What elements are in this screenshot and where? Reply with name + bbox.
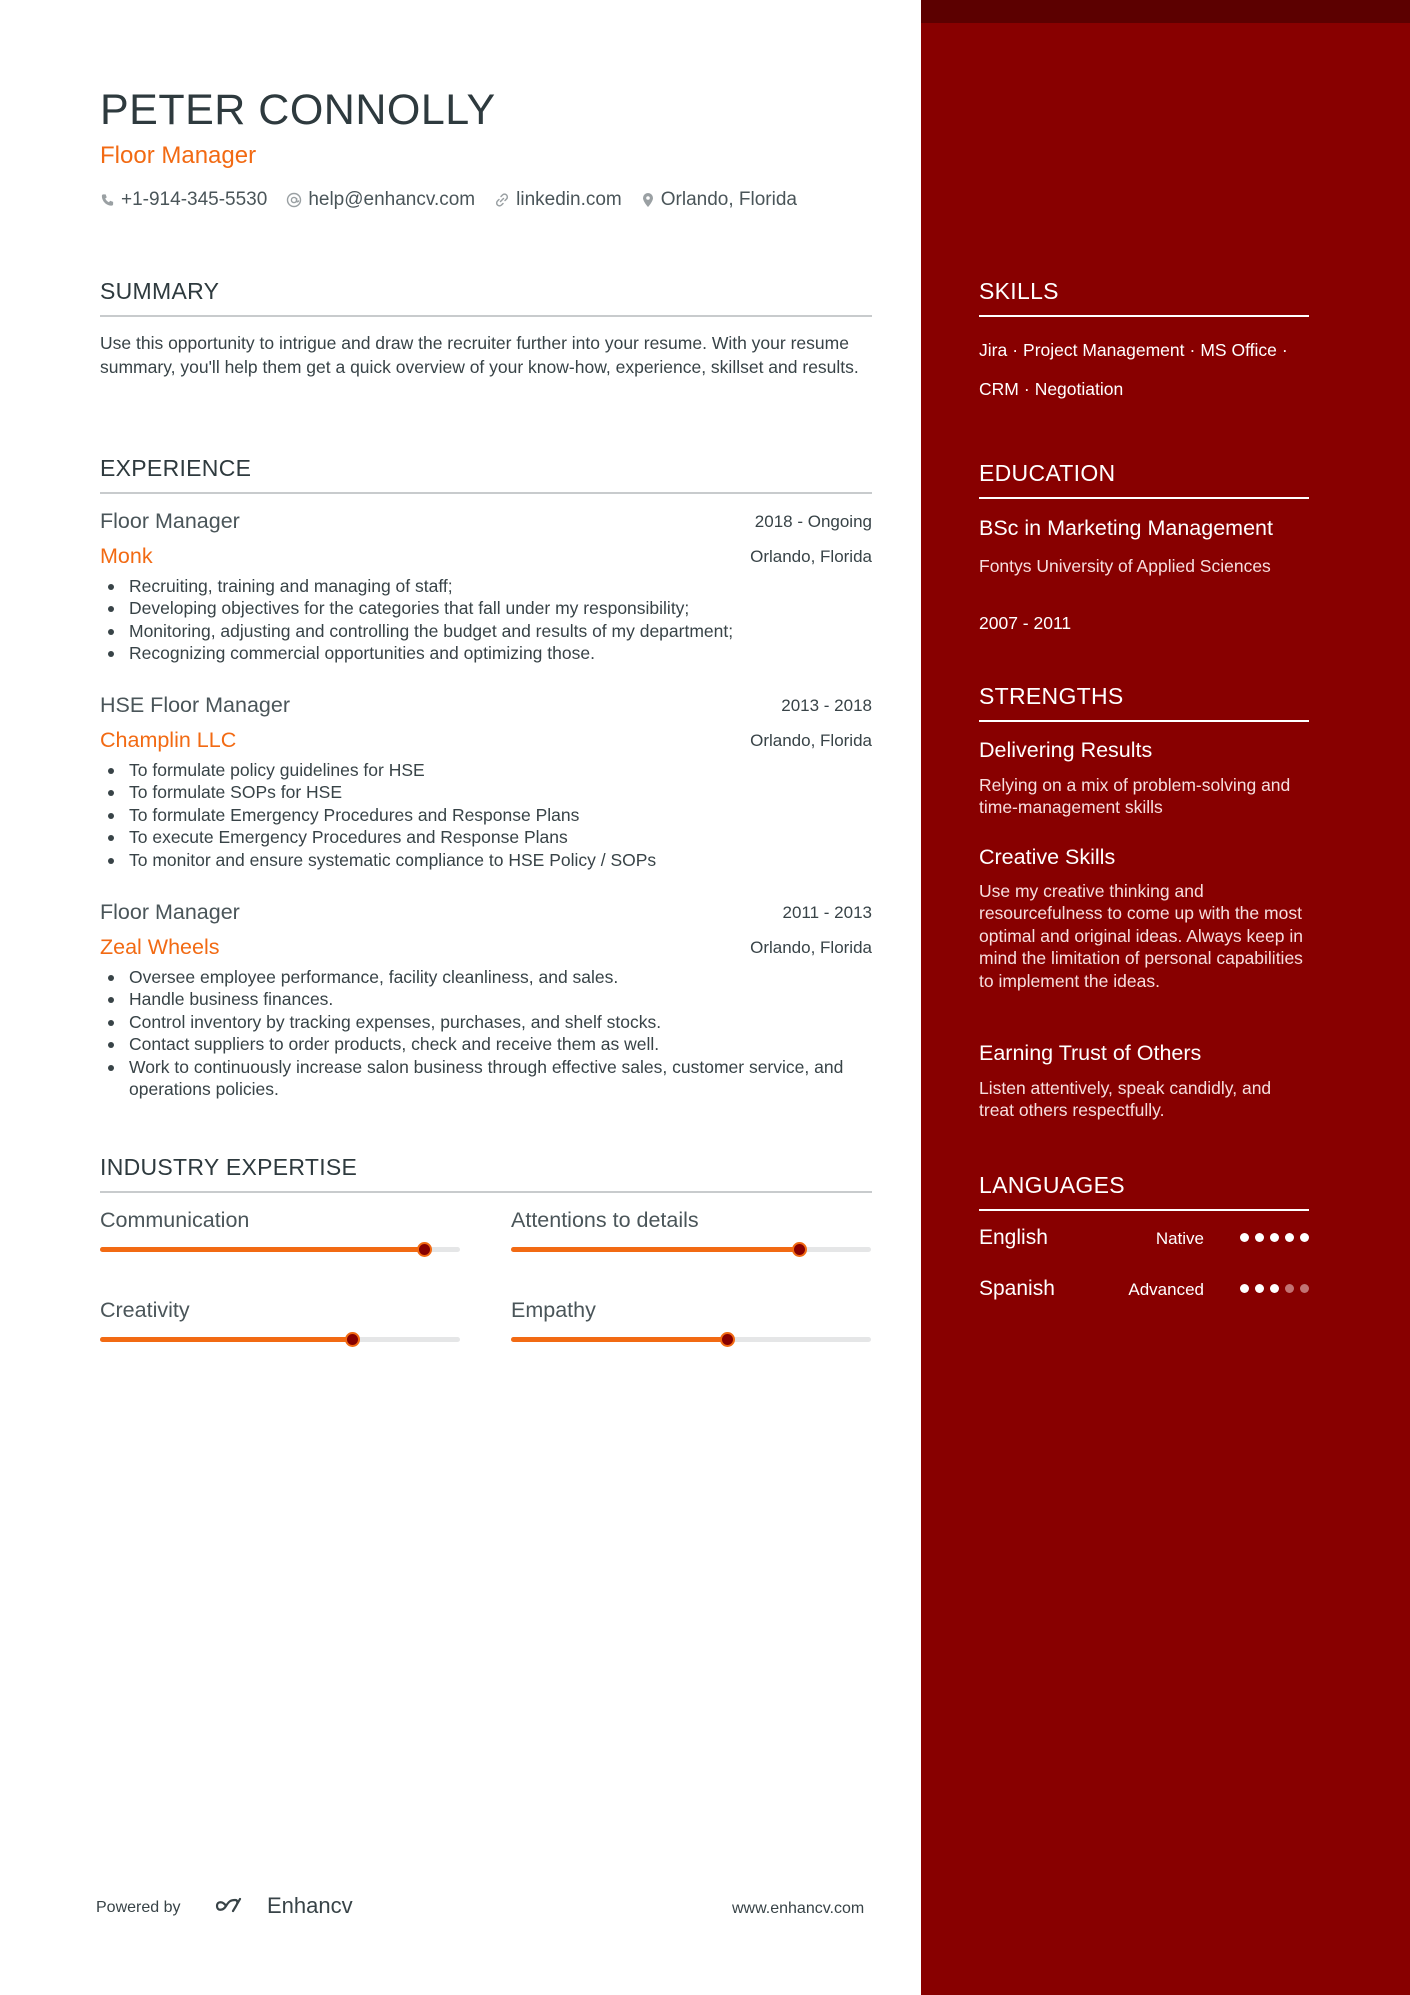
job-bullet: Developing objectives for the categories that fall under my responsibility; xyxy=(129,597,901,619)
candidate-name: PETER CONNOLLY xyxy=(100,86,496,134)
proficiency-dot xyxy=(1240,1233,1249,1242)
expertise-fill xyxy=(100,1337,352,1342)
job-bullet: To formulate policy guidelines for HSE xyxy=(129,759,901,781)
footer-brand-name: Enhancv xyxy=(267,1893,353,1918)
job-dates: 2011 - 2013 xyxy=(782,903,872,922)
job-bullet: To execute Emergency Procedures and Response Plans xyxy=(129,826,901,848)
email-text: help@enhancv.com xyxy=(308,189,476,210)
proficiency-dot xyxy=(1270,1284,1279,1293)
job-location: Orlando, Florida xyxy=(750,938,872,957)
expertise-knob xyxy=(720,1332,735,1347)
strengths-heading: STRENGTHS xyxy=(979,683,1309,722)
job-bullets xyxy=(100,759,901,871)
contact-location xyxy=(641,189,797,211)
language-level: Native xyxy=(1155,1229,1204,1248)
expertise-track xyxy=(511,1337,871,1342)
language-dots xyxy=(1234,1284,1309,1293)
expertise-heading: INDUSTRY EXPERTISE xyxy=(100,1154,872,1193)
expertise-fill xyxy=(511,1247,799,1252)
footer-url[interactable]: www.enhancv.com xyxy=(732,1900,865,1917)
skill-tag: CRM xyxy=(979,379,1019,399)
job-bullet: Work to continuously increase salon business through effective sales, customer service, and operations policies. xyxy=(129,1056,901,1101)
expertise-track xyxy=(100,1247,460,1252)
sidebar-top-bar xyxy=(921,0,1410,23)
language-level: Advanced xyxy=(1128,1280,1204,1299)
job-location: Orlando, Florida xyxy=(750,547,872,566)
expertise-knob xyxy=(417,1242,432,1257)
contact-email[interactable] xyxy=(286,189,475,211)
proficiency-dot xyxy=(1300,1284,1309,1293)
education-dates: 2007 - 2011 xyxy=(979,613,1072,633)
proficiency-dot xyxy=(1240,1284,1249,1293)
summary-heading: SUMMARY xyxy=(100,278,872,317)
job-bullet: Recruiting, training and managing of staff; xyxy=(129,575,901,597)
education-school: Fontys University of Applied Sciences xyxy=(979,556,1271,576)
job-dates: 2013 - 2018 xyxy=(781,696,872,715)
job-company: Champlin LLC xyxy=(100,728,237,752)
phone-icon xyxy=(100,193,115,208)
job-title: Floor Manager xyxy=(100,900,240,924)
languages-heading: LANGUAGES xyxy=(979,1172,1309,1211)
education-degree: BSc in Marketing Management xyxy=(979,516,1273,540)
contact-info xyxy=(100,189,816,211)
education-heading: EDUCATION xyxy=(979,460,1309,499)
strength-title: Earning Trust of Others xyxy=(979,1041,1202,1065)
proficiency-dot xyxy=(1285,1284,1294,1293)
job-dates: 2018 - Ongoing xyxy=(754,512,872,531)
job-bullet: Control inventory by tracking expenses, purchases, and shelf stocks. xyxy=(129,1011,901,1033)
candidate-title: Floor Manager xyxy=(100,142,257,169)
strength-text: Use my creative thinking and resourcefulness to come up with the most optimal and original ideas. Always keep in mind the limitation of personal capabilities to implement the ideas. xyxy=(979,881,1303,991)
proficiency-dot xyxy=(1285,1233,1294,1242)
job-location: Orlando, Florida xyxy=(750,731,872,750)
job-bullets xyxy=(100,575,901,665)
expertise-knob xyxy=(345,1332,360,1347)
expertise-fill xyxy=(100,1247,424,1252)
job-title: HSE Floor Manager xyxy=(100,693,290,717)
job-company: Monk xyxy=(100,544,153,568)
job-bullet: Recognizing commercial opportunities and optimizing those. xyxy=(129,642,901,664)
summary-text: Use this opportunity to intrigue and draw the recruiter further into your resume. With your resume summary, you'll help them get a quick overview of your know-how, experience, skillset and results. xyxy=(100,333,859,377)
expertise-label: Attentions to details xyxy=(511,1208,699,1232)
strength-text: Listen attentively, speak candidly, and treat others respectfully. xyxy=(979,1078,1272,1121)
proficiency-dot xyxy=(1255,1233,1264,1242)
expertise-knob xyxy=(792,1242,807,1257)
contact-phone[interactable] xyxy=(100,189,267,211)
job-bullet: To formulate SOPs for HSE xyxy=(129,781,901,803)
expertise-track xyxy=(511,1247,871,1252)
phone-text: +1-914-345-5530 xyxy=(121,189,268,210)
expertise-label: Empathy xyxy=(511,1298,596,1322)
enhancv-logo-icon xyxy=(214,1895,260,1917)
skills-list: Jira · Project Management · MS Office · CRM · Negotiation xyxy=(979,340,1288,399)
language-name: English xyxy=(979,1226,1048,1249)
experience-heading: EXPERIENCE xyxy=(100,455,872,494)
skill-tag: MS Office xyxy=(1200,340,1277,360)
job-title: Floor Manager xyxy=(100,509,240,533)
expertise-track xyxy=(100,1337,460,1342)
contact-linkedin[interactable] xyxy=(494,189,622,211)
footer-brand[interactable] xyxy=(214,1893,353,1919)
job-bullet: Monitoring, adjusting and controlling the budget and results of my department; xyxy=(129,620,901,642)
strength-title: Creative Skills xyxy=(979,845,1116,869)
location-pin-icon xyxy=(641,192,655,208)
job-bullets xyxy=(100,966,901,1100)
skill-tag: Jira xyxy=(979,340,1008,360)
job-bullet: To monitor and ensure systematic compliance to HSE Policy / SOPs xyxy=(129,849,901,871)
at-icon xyxy=(286,192,302,208)
strength-text: Relying on a mix of problem-solving and time-management skills xyxy=(979,775,1291,818)
language-dots xyxy=(1234,1233,1309,1242)
linkedin-text: linkedin.com xyxy=(516,189,622,210)
job-bullet: Oversee employee performance, facility cleanliness, and sales. xyxy=(129,966,901,988)
job-bullet: To formulate Emergency Procedures and Response Plans xyxy=(129,804,901,826)
job-bullet: Contact suppliers to order products, check and receive them as well. xyxy=(129,1033,901,1055)
job-bullet: Handle business finances. xyxy=(129,988,901,1010)
strength-title: Delivering Results xyxy=(979,738,1153,762)
job-company: Zeal Wheels xyxy=(100,935,220,959)
skills-heading: SKILLS xyxy=(979,278,1309,317)
language-name: Spanish xyxy=(979,1277,1055,1300)
location-text: Orlando, Florida xyxy=(660,189,797,210)
proficiency-dot xyxy=(1300,1233,1309,1242)
skill-tag: Project Management xyxy=(1023,340,1185,360)
skill-tag: Negotiation xyxy=(1034,379,1124,399)
expertise-label: Communication xyxy=(100,1208,250,1232)
expertise-fill xyxy=(511,1337,727,1342)
proficiency-dot xyxy=(1255,1284,1264,1293)
proficiency-dot xyxy=(1270,1233,1279,1242)
link-icon xyxy=(494,192,510,208)
expertise-label: Creativity xyxy=(100,1298,190,1322)
footer-powered-by: Powered by xyxy=(96,1899,181,1916)
